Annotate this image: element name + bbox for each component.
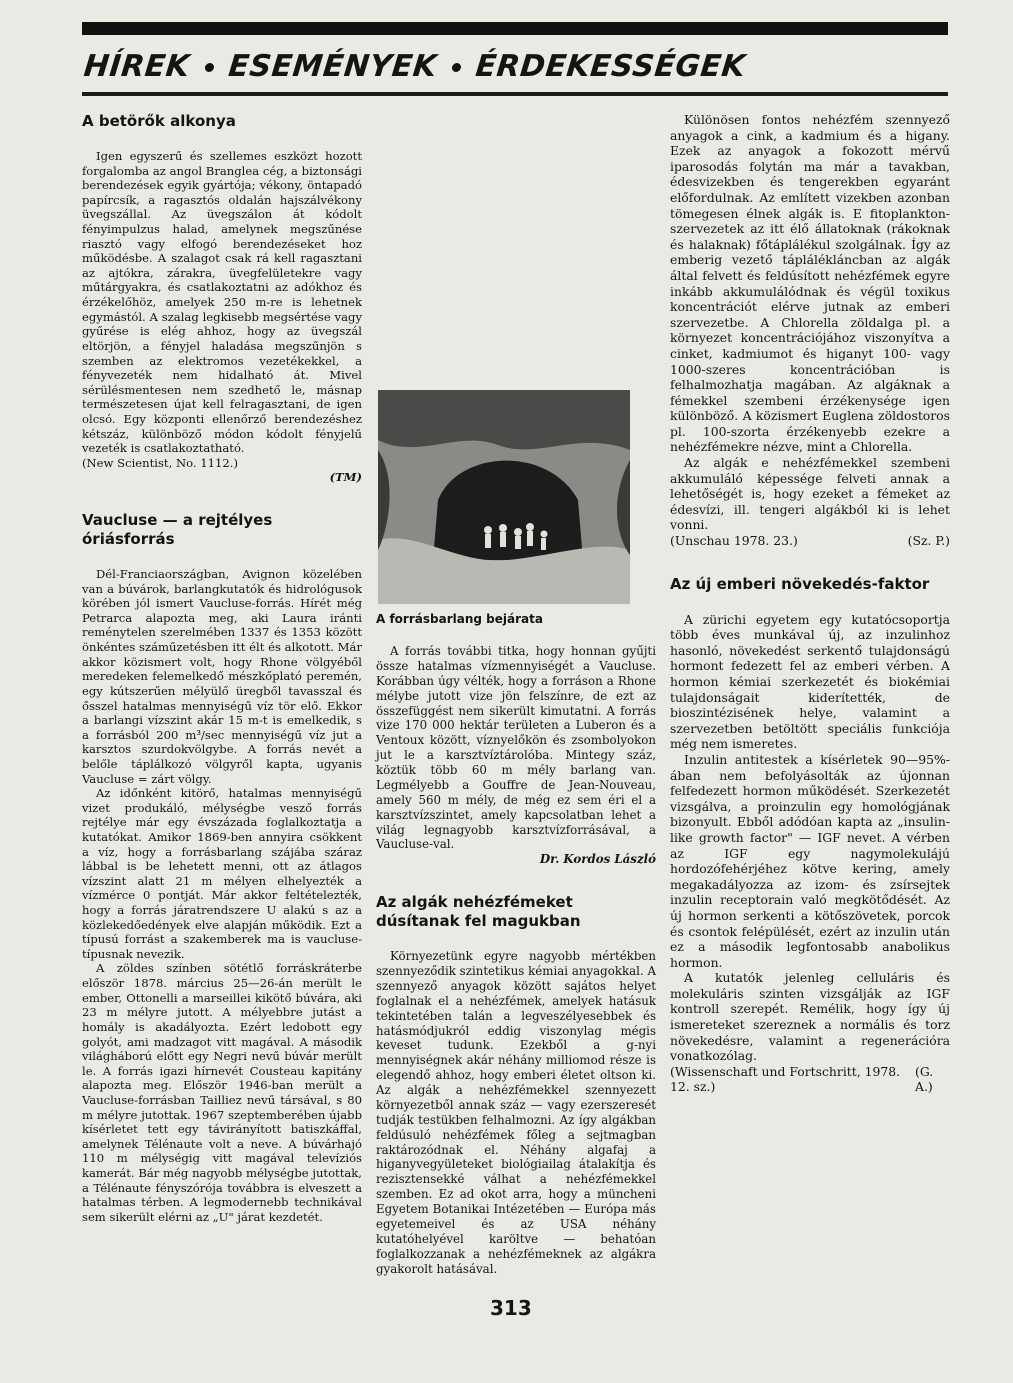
igf-paragraph-1: A zürichi egyetem egy kutatócsoportja több éves munkával új, az inzulinhoz hasonló, növekedést serkentő tulajdonságú hormont fedezett fel az emberi vérben. A hormon kémiai szerkezetét és biokémiai tulajdonságait kiderítették, de bioszintézisének helye, valamint a szervezetben betöltött speciális funkciója még nem ismeretes. [670,611,950,752]
top-black-bar [82,22,948,35]
algak-paragraph-3: Az algák e nehézfémekkel szembeni akkumuláló képessége felveti annak a lehetőségét is, hogy ezeket a fémeket az édesvízi, ill. tengeri algákból ki is lehet vonni. [670,455,950,533]
article-source: (New Scientist, No. 1112.) [82,455,238,470]
photo-caption: A forrásbarlang bejárata [376,612,543,626]
igf-paragraph-3: A kutatók jelenleg celluláris és molekuláris szinten vizsgálják az IGF kontroll szerepét. Remélik, hogy így új ismereteket szereznek a normális és torz növekedésre, valamint a regenerációra vonatkozólag. [670,970,950,1064]
masthead [82,44,951,90]
page-number: 313 [490,1296,532,1320]
column-3 [670,112,950,1095]
algak-signature: (Sz. P.) [907,533,950,549]
vaucluse-paragraph-3: A zöldes színben sötétlő forráskráterbe először 1878. március 25—26-án merült le ember, Ottonelli a marseillei kikötő búvára, aki 23 m mélyre jutott. A mélyebbre jutást a homály is akadályozta. Ezért ledobott egy golyót, ami madzagot vitt magával. A második világháború előtt egy Negri nevű búvár merült le. A forrás igazi hírnevét Cousteau kapitány alapozta meg. Először 1946-ban merült a Vaucluse-forrásban Tailliez nevű társával, s 80 m mélyre jutottak. 1967 szeptemberében újabb kísérletet tett egy távirányított batiszkáffal, amelynek Télénaute volt a neve. A búvárhajó 110 m mélységig vitt magával televíziós kamerát. Bár még nagyobb mélységbe jutottak, a Télénaute fényszórója továbbra is elveszett a hatalmas térben. A legmodernebb technikával sem sikerült elérni az „U" járat kezdetét. [82,961,362,1224]
algak-paragraph-1: Környezetünk egyre nagyobb mértékben szennyeződik szintetikus kémiai anyagokkal. A szennyező anyagok között sajátos helyet foglalnak el a nehézfémek, amelyek hatásuk tekintetében talán a legveszélyesebbek és hatásmódjukról eddig viszonylag mégis keveset tudunk. Ezekből a g-nyi mennyiségnek akár néhány milliomod része is elegendő ahhoz, hogy emberi életet oltson ki. Az algák a nehézfémekkel szennyezett környezetből annak száz — vagy ezerszeresét tudják testükben felhalmozni. Az így algákban feldúsuló nehézfémek főleg a sejtmagban raktározódnak el. Néhány algafaj a higanyvegyületeket biológiailag átalakítja és rezisztensekké válhat a nehézfémekkel szemben. Ez ad okot arra, hogy a müncheni Egyetem Botanikai Intézetében — Európa más egyetemeivel és az USA néhány kutatóhelyével karöltve — behatóan foglalkozzanak a nehézfémeknek az algákra gyakorolt hatásával. [376,949,656,1276]
vaucluse-signature: Dr. Kordos László [539,852,656,867]
masthead-erdekessegek: ÉRDEKESSÉGEK [473,49,748,84]
vaucluse-paragraph-4: A forrás további titka, hogy honnan gyűjti össze hatalmas vízmennyiségét a Vaucluse. Korábban úgy vélték, hogy a forráson a Rhone mélybe jutott vize jön felszínre, de ezt az összefüggést nem sikerült kimutatni. A forrás vize 170 000 hektár területen a Luberon és a Ventoux között, víznyelőkön és zsombolyokon jut le a karsztvíztárolóba. Mintegy száz, köztük több 60 m mély barlang van. Legmélyebb a Gouffre de Jean-Nouveau, amely 560 m mély, de még ez sem éri el a karsztvízszintet, amely kapcsolatban lehet a világ legnagyobb karsztvízforrásával, a Vaucluse-val. [376,644,656,852]
article-title-igf: Az új emberi növekedés-faktor [670,574,930,593]
bullet-icon [204,63,214,72]
article-title-betorok: A betörők alkonya [82,112,236,130]
article-body-betorok: Igen egyszerű és szellemes eszközt hozott forgalomba az angol Branglea cég, a biztonsági berendezések egyik gyártója; vékony, öntapadó papírcsík, a ragasztós oldalán hajszálvékony üvegszállal. Az üvegszálon át kódolt fényimpulzus halad, amelynek megszűnése riasztó vagy elfogó berendezéseket hoz működésbe. A szalagot csak rá kell ragasztani az ajtókra, zárakra, üvegfelületekre vagy műtárgyakra, és csatlakoztatni az adókhoz és érzékelőhöz, amelyek 250 m-re is lehetnek egymástól. A szalag legkisebb megsértése vagy gyűrése is elég ahhoz, hogy az üvegszál eltörjön, a fényjel haladása megszűnjön s szemben az elektromos vezetékekkel, a fényvezeték nem hidalható át. Mivel sérülésmentesen nem szedhető le, másnap természetesen újat kell felragasztani, de igen olcsó. Egy központi ellenőrző berendezéshez kétszáz, különböző módon kódolt fényjelű vezeték is csatlakoztatható. [82,149,362,456]
igf-footer [670,1064,950,1095]
column-1 [82,112,362,1224]
bullet-icon [451,63,461,72]
masthead-hirek: HÍREK [82,49,192,84]
algak-footer [670,533,950,549]
masthead-esemenyek: ESEMÉNYEK [226,49,439,84]
article-title-algak: Az algák nehézfémeket dúsítanak fel magukban [376,893,581,931]
algak-source: (Unschau 1978. 23.) [670,533,798,549]
article-signature: (TM) [329,470,362,485]
algak-paragraph-2: Különösen fontos nehézfém szennyező anyagok a cink, a kadmium és a higany. Ezek az anyagok a fokozott mérvű iparosodás folytán ma már a tavakban, édesvizekben és tengerekben egyaránt előfordulnak. Az említett vizekben azonban tömegesen élnek algák is. E fitoplankton-szervezetek az itt élő állatoknak (rákoknak és halaknak) főtáplálékul szolgálnak. Így az emberig vezető táplálékláncban az algák által felvett és feldúsított nehézfémek egyre inkább akkumulálódnak és végül toxikus koncentrációt elérve jutnak az emberi szervezetbe. A Chlorella zöldalga pl. a környezet koncentrációjához viszonyítva a cinket, kadmiumot és higanyt 100- vagy 1000-szeres koncentrációban is felhalmozhatja magában. Az algáknak a fémekkel szembeni érzékenysége igen különböző. A közismert Euglena zöldostoros pl. 100-szorta érzékenyebb ezekre a nehézfémekre nézve, mint a Chlorella. [670,112,950,455]
igf-signature: (G. A.) [915,1063,934,1095]
igf-paragraph-2: Inzulin antitestek a kísérletek 90—95%-ában nem befolyásolták az újonnan felfedezett hormon működését. Szerkezetét vizsgálva, a proinzulin egy homológjának bizonyult. Ebből adódóan kapta az „insulin-like growth factor" — IGF nevet. A vérben az IGF egy nagymolekulájú hordozófehérjéhez kötve kering, amely megakadályozza az izom- és zsírsejtek inzulin receptorain való megkötődését. Az új hormon serkenti a kötőszövetek, porcok és csontok felépülését, ezért az inzulin után ez a második legfontosabb anabolikus hormon. [670,751,950,970]
vaucluse-paragraph-1: Dél-Franciaországban, Avignon közelében van a búvárok, barlangkutatók és hidrológusok körében jól ismert Vaucluse-forrás. Hírét még Petrarca alapozta meg, aki Laura iránti reménytelen szerelmében 1337 és 1353 között önkéntes száműzetésben itt élt és alkotott. Már akkor közismert volt, hogy Rhone völgyéből meredeken felemelkedő mészkőplató peremén, egy kútszerűen mélyülő üregből tavasszal és ősszel hatalmas mennyiségű víz tör elő. Ekkor a barlangi vízszint akár 15 m-t is emelkedik, s a forrásból 200 m³/sec mennyiségű víz jut a karsztos szurdokvölgybe. A forrás nevét a belőle táplálkozó völgyről kapta, ugyanis Vaucluse = zárt völgy. [82,567,362,786]
vaucluse-paragraph-2: Az időnként kitörő, hatalmas mennyiségű vizet produkáló, mélységbe vesző forrás rejtélye már egy évszázada foglalkoztatja a kutatókat. Amikor 1869-ben annyira csökkent a víz, hogy a forrásbarlang szájába száraz lábbal is be lehetett menni, ott az átlagos vízszint alatt 21 m mélyen elhelyezték a vízmérce 0 pontját. Már akkor feltételezték, hogy a forrás járatrendszere U alakú s az a közlekedőedények elve alapján működik. Ezt a típusú forrást a szakemberek ma is vaucluse-típusnak nevezik. [82,786,362,961]
igf-source: (Wissenschaft und Fortschritt, 1978. 12. sz.) [670,1063,901,1095]
article-title-vaucluse: Vaucluse — a rejtélyes óriásforrás [82,511,273,549]
cave-entrance-photo [378,390,630,604]
column-2 [376,384,656,1276]
masthead-rule [82,92,948,96]
